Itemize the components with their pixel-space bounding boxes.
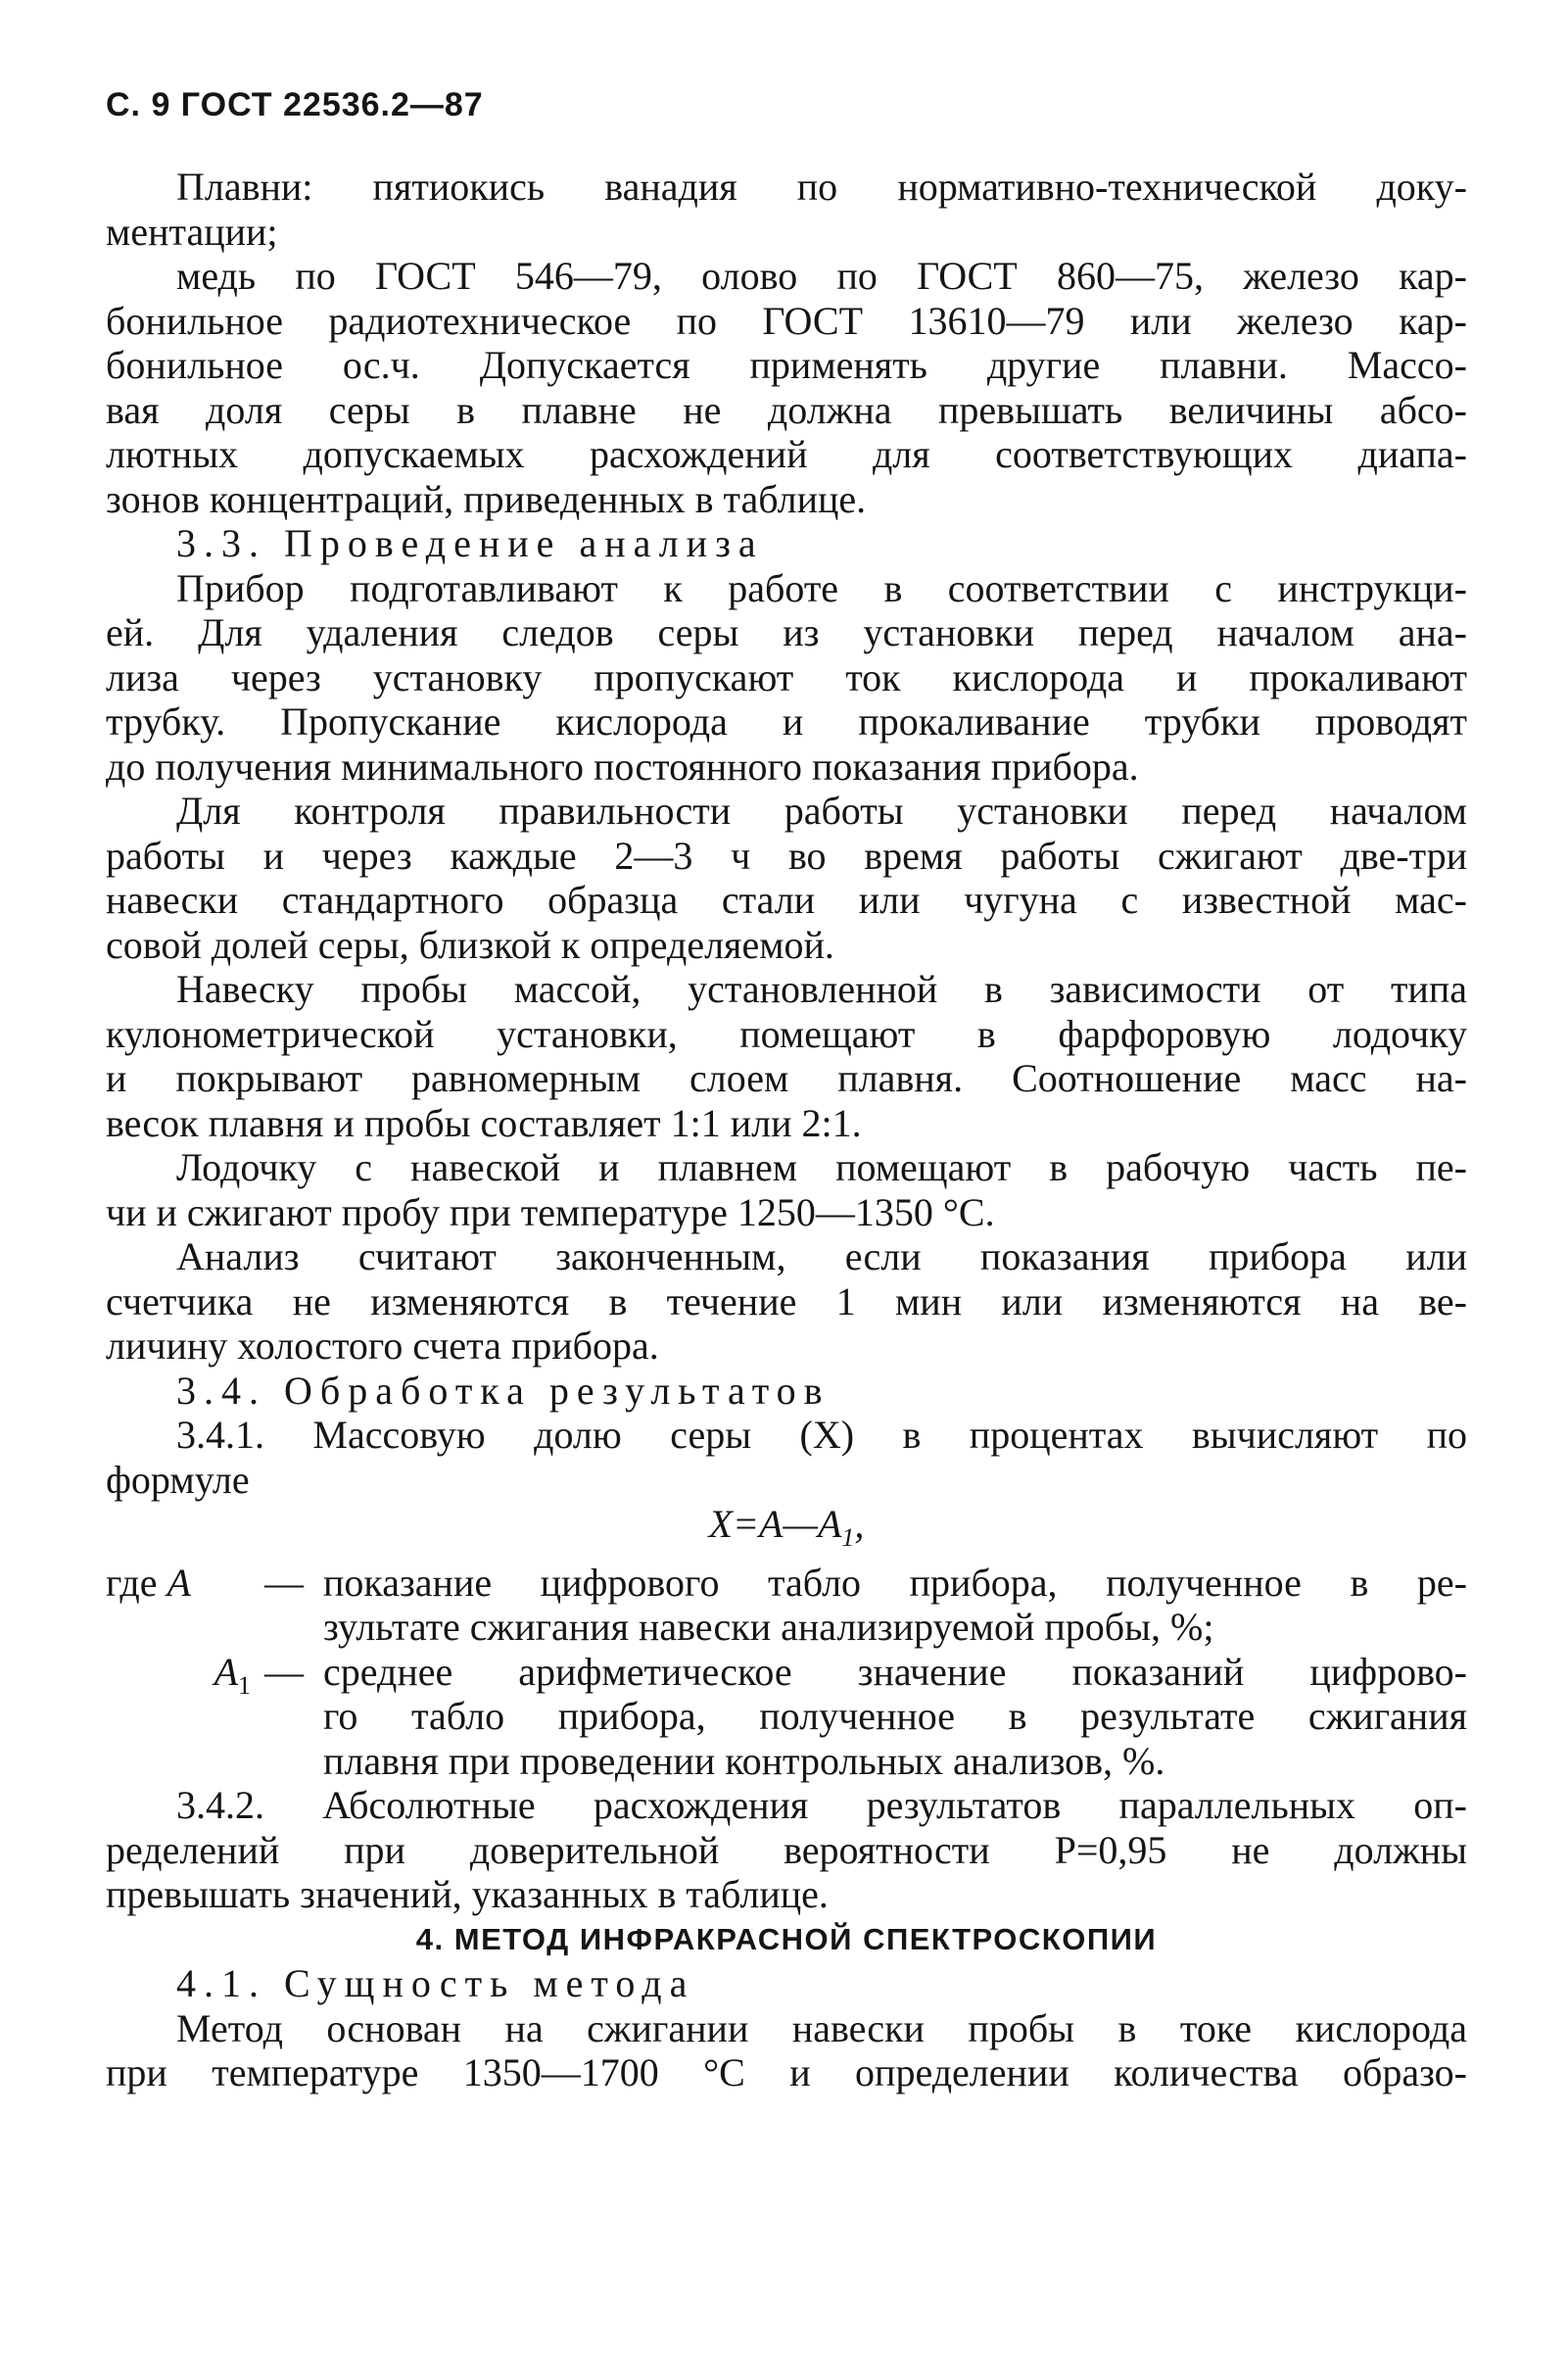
text-line: лиза через установку пропускают ток кислорода и прокаливают [106, 654, 1467, 699]
section-title-3-4: 3.4. Обработка результатов [176, 1368, 831, 1413]
definition-term [106, 1561, 264, 1606]
text-line: бонильное ос.ч. Допускается применять другие плавни. Массо- [106, 343, 1467, 387]
text-line: совой долей серы, близкой к определяемой. [106, 922, 834, 967]
definition-dash: — [264, 1560, 304, 1605]
text-line: до получения минимального постоянного показания прибора. [106, 744, 1139, 789]
text-line: зонов концентраций, приведенных в таблице. [106, 476, 867, 521]
paragraph-3-4-1 [106, 1413, 1467, 1502]
text-line: вая доля серы в плавне не должна превышать величины абсо- [106, 387, 1467, 432]
paragraph-essence [106, 2006, 1467, 2095]
text-line: Анализ считают законченным, если показания прибора или [176, 1234, 1467, 1278]
text-line: медь по ГОСТ 546—79, олово по ГОСТ 860—75, железо кар- [176, 254, 1467, 298]
text-line: чи и сжигают пробу при температуре 1250—1350 °С. [106, 1189, 995, 1234]
text-line: Плавни: пятиокись ванадия по нормативно-технической доку- [176, 165, 1467, 209]
definition-row [106, 1650, 1467, 1784]
text-line: весок плавня и пробы составляет 1:1 или 2:1. [106, 1100, 862, 1145]
definition-row [106, 1561, 1467, 1650]
definition-text [323, 1561, 1467, 1650]
text-line: ментации; [106, 209, 278, 254]
text-line: и покрывают равномерным слоем плавня. Соотношение масс на- [106, 1056, 1467, 1100]
formula-tail: , [854, 1502, 865, 1546]
paragraph-3-4-2 [106, 1783, 1467, 1917]
text-line: превышать значений, указанных в таблице. [106, 1872, 829, 1916]
text-line: бонильное радиотехническое по ГОСТ 13610—79 или железо кар- [106, 298, 1467, 343]
definitions-list [106, 1561, 1467, 1784]
text-line: Навеску пробы массой, установленной в зависимости от типа [176, 967, 1467, 1011]
document-body [106, 165, 1467, 2095]
definition-symbol: A [166, 1560, 191, 1605]
text-line: Для контроля правильности работы установки перед началом [176, 789, 1467, 833]
text-line: зультате сжигания навески анализируемой пробы, %; [323, 1605, 1214, 1649]
section-title-4-1: 4.1. Сущность метода [176, 1961, 695, 2005]
text-line: 3.4.1. Массовую долю серы (X) в процентах вычисляют по [176, 1413, 1467, 1457]
formula [106, 1502, 1467, 1561]
text-line: ей. Для удаления следов серы из установки перед началом ана- [106, 610, 1467, 654]
paragraph-control [106, 789, 1467, 967]
paragraph-copper [106, 254, 1467, 521]
text-line: счетчика не изменяются в течение 1 мин или изменяются на ве- [106, 1278, 1467, 1323]
section-title-3-3: 3.3. Проведение анализа [176, 521, 764, 565]
paragraph-sample [106, 967, 1467, 1145]
text-line: Метод основан на сжигании навески пробы в токе кислорода [176, 2005, 1467, 2050]
text-line: личину холостого счета прибора. [106, 1323, 659, 1368]
definition-text [323, 1650, 1467, 1784]
text-line: среднее арифметическое значение показаний цифрово- [323, 1649, 1467, 1694]
text-line: лютных допускаемых расхождений для соответствующих диапа- [106, 432, 1467, 476]
text-line: показание цифрового табло прибора, полученное в ре- [323, 1560, 1467, 1605]
text-line: ределений при доверительной вероятности P=0,95 не должны [106, 1827, 1467, 1872]
paragraph-fluxes [106, 165, 1467, 254]
definition-prefix: где [106, 1560, 167, 1605]
text-line: формуле [106, 1457, 250, 1502]
text-line: работы и через каждые 2—3 ч во время работы сжигают две-три [106, 833, 1467, 878]
definition-symbol: A [214, 1649, 238, 1694]
paragraph-boat [106, 1145, 1467, 1234]
definition-subscript: 1 [238, 1670, 251, 1700]
text-line: плавня при проведении контрольных анализов, %. [323, 1738, 1165, 1783]
formula-expression: X=A—A [708, 1502, 842, 1546]
section-heading-4: 4. МЕТОД ИНФРАКРАСНОЙ СПЕКТРОСКОПИИ [415, 1921, 1158, 1956]
text-line: кулонометрической установки, помещают в фарфоровую лодочку [106, 1011, 1467, 1056]
text-line: при температуре 1350—1700 °С и определении количества образо- [106, 2050, 1467, 2094]
definition-term [106, 1650, 264, 1708]
formula-subscript: 1 [841, 1523, 855, 1552]
paragraph-finished [106, 1234, 1467, 1369]
definition-dash: — [264, 1649, 304, 1694]
text-line: навески стандартного образца стали или чугуна с известной мас- [106, 878, 1467, 922]
text-line: Прибор подготавливают к работе в соответствии с инструкци- [176, 565, 1467, 610]
page-header: С. 9 ГОСТ 22536.2—87 [106, 86, 484, 123]
text-line: Лодочку с навеской и плавнем помещают в рабочую часть пе- [176, 1145, 1467, 1189]
text-line: трубку. Пропускание кислорода и прокаливание трубки проводят [106, 699, 1467, 744]
text-line: го табло прибора, полученное в результате сжигания [323, 1694, 1467, 1738]
paragraph-device [106, 566, 1467, 790]
text-line: 3.4.2. Абсолютные расхождения результатов параллельных оп- [176, 1783, 1467, 1827]
